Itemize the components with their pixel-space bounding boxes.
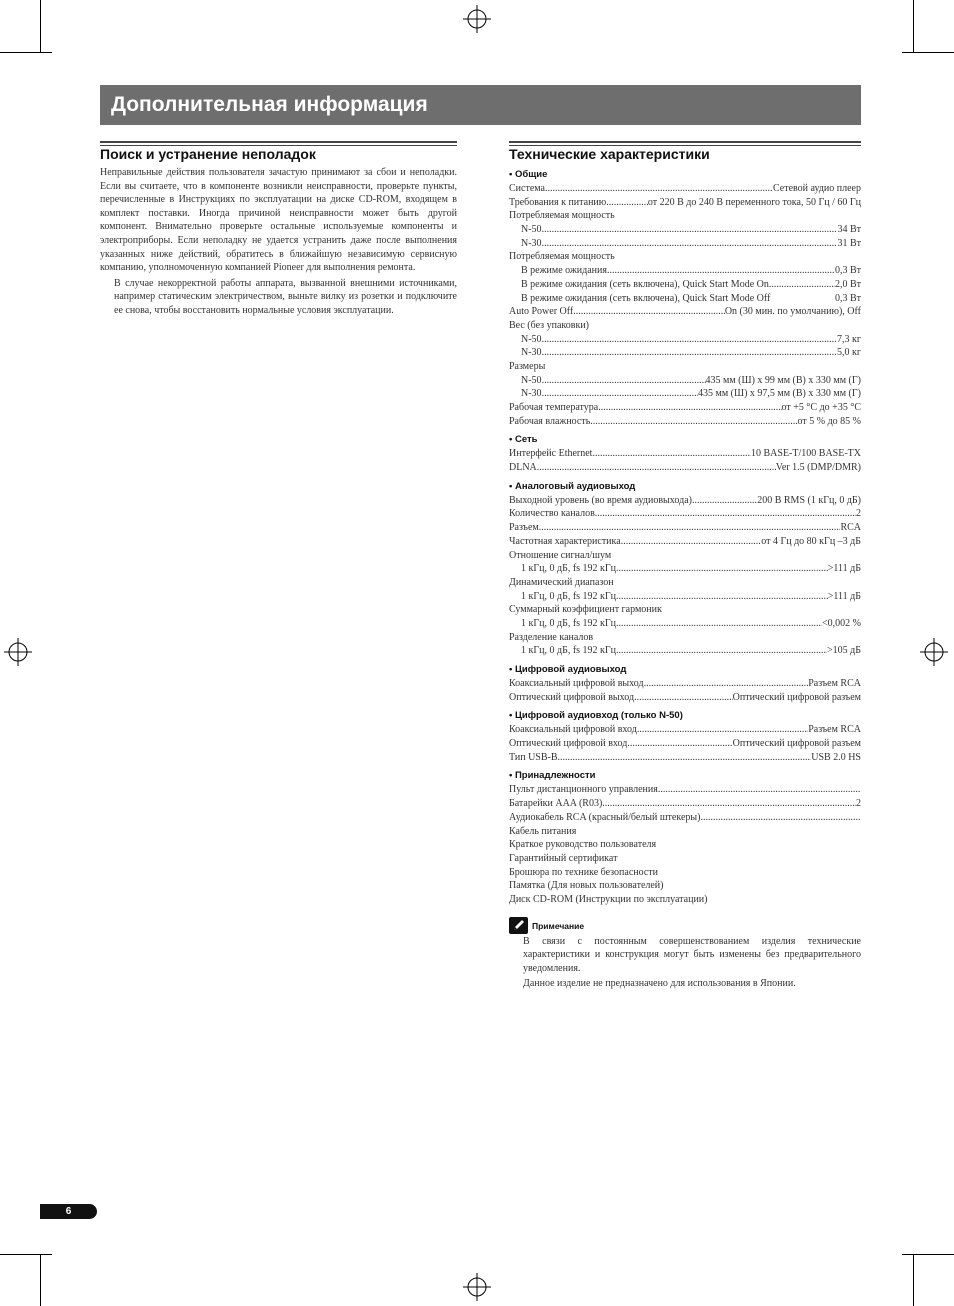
spec-value: от +5 °C до +35 °C (781, 402, 861, 413)
registration-mark-icon (920, 638, 948, 666)
spec-value: 2 (856, 798, 861, 810)
spec-label: В режиме ожидания (сеть включена), Quick Start Mode Off (521, 292, 771, 304)
spec-leader-dots (592, 447, 751, 461)
spec-row (509, 644, 861, 658)
spec-leader-dots (590, 415, 797, 429)
spec-row (509, 783, 861, 797)
spec-value: от 5 % до 85 % (797, 415, 861, 427)
spec-value: Оптический цифровой разъем (732, 738, 861, 750)
spec-label: Потребляемая мощность (509, 251, 615, 263)
spec-label: Брошюра по технике безопасности (509, 866, 659, 878)
spec-value: 435 мм (Ш) x 99 мм (В) x 330 мм (Г) (705, 374, 861, 386)
spec-section-title: • Цифровой аудиовход (только N-50) (509, 710, 683, 722)
spec-value: 435 мм (Ш) x 97,5 мм (В) x 330 мм (Г) (698, 388, 861, 400)
spec-leader-dots (617, 852, 861, 866)
spec-row (509, 237, 861, 251)
spec-row (509, 852, 861, 866)
spec-row (509, 576, 861, 590)
spec-row (509, 264, 861, 278)
spec-leader-dots (573, 305, 725, 319)
spec-section-title: • Принадлежности (509, 770, 596, 782)
spec-leader-dots (542, 237, 838, 251)
spec-row (509, 346, 861, 360)
spec-value: 200 В RMS (1 кГц, 0 дБ) (757, 494, 861, 506)
spec-leader-dots (769, 278, 835, 292)
note-label: Примечание (532, 920, 585, 931)
spec-value: 5,0 кг (837, 347, 861, 359)
spec-row (509, 751, 861, 765)
spec-row (509, 209, 861, 223)
specifications-heading: Технические характеристики (509, 146, 710, 162)
spec-row (509, 401, 861, 415)
spec-label: Рабочая температура (509, 402, 599, 413)
spec-label: Разъем (509, 522, 539, 534)
spec-label: Оптический цифровой выход (509, 691, 635, 703)
spec-label: Auto Power Off (509, 306, 574, 318)
spec-row (509, 521, 861, 535)
spec-label: Отношение сигнал/шум (509, 549, 612, 561)
spec-leader-dots (589, 319, 861, 333)
note-line: В связи с постоянным совершенствованием изделия технические характеристики и конструкция могут быть изменены без предварительного уведомления. (523, 935, 861, 974)
spec-label: Рабочая влажность (509, 415, 591, 427)
spec-leader-dots (537, 461, 776, 475)
spec-leader-dots (545, 360, 861, 374)
spec-value: 0,3 Вт (834, 292, 861, 304)
spec-label: Суммарный коэффициент гармоник (509, 604, 662, 616)
spec-label: Кабель питания (509, 825, 577, 837)
spec-row (509, 250, 861, 264)
crop-mark (902, 52, 954, 53)
page-number: 6 (40, 1204, 97, 1219)
spec-label: Памятка (Для новых пользователей) (509, 880, 664, 892)
spec-label: Интерфейс Ethernet (509, 448, 593, 460)
spec-label: Потребляемая мощность (509, 210, 615, 222)
spec-row (509, 182, 861, 196)
spec-row (509, 825, 861, 839)
spec-leader-dots (658, 866, 861, 880)
crop-mark (40, 1254, 41, 1306)
spec-label: N-30 (521, 237, 542, 249)
spec-label: Гарантийный сертификат (509, 852, 618, 864)
spec-label: Выходной уровень (во время аудиовыхода) (509, 494, 692, 506)
spec-row (509, 562, 861, 576)
spec-label: Частотная характеристика (509, 535, 621, 547)
spec-value: RCA (840, 522, 861, 534)
spec-leader-dots (615, 250, 861, 264)
spec-leader-dots (598, 401, 781, 415)
spec-leader-dots (615, 209, 861, 223)
spec-leader-dots (662, 603, 861, 617)
spec-value: On (30 мин. по умолчанию), Off (724, 306, 861, 318)
spec-label: Краткое руководство пользователя (509, 839, 657, 851)
pencil-note-icon (509, 917, 528, 934)
spec-section-title: • Цифровой аудиовыход (509, 664, 627, 675)
spec-row (509, 223, 861, 237)
spec-row (509, 603, 861, 617)
spec-label: Система (509, 183, 545, 194)
spec-label: Размеры (509, 360, 546, 372)
spec-label: 1 кГц, 0 дБ, fs 192 кГц (521, 590, 617, 602)
spec-value: 31 Вт (837, 237, 861, 249)
spec-value: 7,3 кг (837, 333, 861, 345)
spec-row (509, 590, 861, 604)
spec-value: Оптический цифровой разъем (732, 691, 861, 703)
spec-label: Динамический диапазон (509, 576, 614, 588)
spec-leader-dots (542, 346, 837, 360)
spec-value: 0,3 Вт (834, 265, 861, 277)
spec-row (509, 507, 861, 521)
spec-leader-dots (692, 494, 757, 508)
spec-row (509, 691, 861, 705)
spec-value: Разъем RCA (808, 678, 861, 689)
crop-mark (913, 1254, 914, 1306)
registration-mark-icon (463, 1273, 491, 1301)
spec-leader-dots (700, 811, 861, 825)
spec-leader-dots (542, 374, 706, 388)
spec-row (509, 360, 861, 374)
spec-leader-dots (616, 617, 822, 631)
troubleshooting-paragraph: Неправильные действия пользователя зачастую принимают за сбои и неполадки. Если вы считаете, что в компоненте возникли неисправности, проверьте пункты, перечисленные в Инструкциях по эксплуатации на диске CD-ROM, входящем в комплект поставки. Иногда причиной неисправности может быть другой компонент. Внимательно проверьте остальные используемые компоненты и электроприборы. Если неполадку не удается устранить даже после выполнения указанных ниже действий, обратитесь в ближайшую независимую сервисную компанию, уполномоченную компанией Pioneer для выполнения ремонта. (100, 167, 457, 274)
spec-row (509, 415, 861, 429)
spec-label: 1 кГц, 0 дБ, fs 192 кГц (521, 617, 617, 629)
spec-value: 2,0 Вт (834, 278, 861, 290)
spec-value: >111 дБ (827, 590, 861, 602)
spec-leader-dots (607, 264, 835, 278)
spec-row (509, 631, 861, 645)
spec-label: Требования к питанию (509, 196, 607, 208)
spec-section-title: • Общие (509, 169, 548, 180)
spec-leader-dots (611, 549, 861, 563)
spec-leader-dots (616, 590, 828, 604)
spec-row (509, 797, 861, 811)
spec-leader-dots (602, 797, 856, 811)
spec-leader-dots (606, 196, 648, 210)
spec-leader-dots (576, 825, 861, 839)
spec-label: 1 кГц, 0 дБ, fs 192 кГц (521, 563, 617, 575)
spec-leader-dots (658, 783, 861, 797)
spec-value: >111 дБ (827, 563, 861, 575)
spec-row (509, 811, 861, 825)
spec-row (509, 461, 861, 475)
spec-leader-dots (656, 838, 861, 852)
spec-label: N-50 (521, 224, 542, 236)
note-header (509, 917, 861, 935)
spec-value: Ver 1.5 (DMP/DMR) (775, 462, 861, 474)
spec-row (509, 494, 861, 508)
spec-row (509, 737, 861, 751)
spec-label: Батарейки AAA (R03) (509, 798, 603, 810)
spec-row (509, 677, 861, 691)
spec-label: 1 кГц, 0 дБ, fs 192 кГц (521, 645, 617, 657)
spec-label: N-30 (521, 347, 542, 359)
note-line: Данное изделие не предназначено для использования в Японии. (523, 978, 796, 990)
spec-row (509, 333, 861, 347)
spec-value: от 4 Гц до 80 кГц –3 дБ (761, 535, 861, 547)
spec-row (509, 305, 861, 319)
spec-leader-dots (770, 292, 835, 306)
spec-leader-dots (616, 562, 828, 576)
spec-row (509, 838, 861, 852)
spec-leader-dots (627, 737, 732, 751)
spec-row (509, 387, 861, 401)
spec-leader-dots (593, 631, 861, 645)
spec-leader-dots (542, 223, 838, 237)
crop-mark (913, 0, 914, 52)
spec-value: 2 (856, 508, 861, 520)
spec-leader-dots (664, 879, 862, 893)
spec-label: Количество каналов (509, 508, 595, 520)
spec-label: Пульт дистанционного управления (509, 784, 658, 796)
spec-row (509, 866, 861, 880)
spec-value: <0,002 % (822, 617, 861, 629)
spec-row (509, 292, 861, 306)
crop-mark (40, 0, 41, 52)
spec-leader-dots (558, 751, 812, 765)
spec-label: В режиме ожидания (сеть включена), Quick Start Mode On (521, 278, 769, 290)
spec-leader-dots (616, 644, 827, 658)
spec-label: N-50 (521, 333, 542, 345)
spec-row (509, 196, 861, 210)
crop-mark (0, 1254, 52, 1255)
note-text (509, 935, 861, 991)
spec-row (509, 549, 861, 563)
spec-leader-dots (542, 333, 837, 347)
spec-row (509, 617, 861, 631)
spec-leader-dots (545, 182, 773, 196)
spec-label: Аудиокабель RCA (красный/белый штекеры) (509, 811, 701, 823)
spec-section-title: • Аналоговый аудиовыход (509, 480, 636, 492)
spec-label: Разделение каналов (509, 631, 594, 643)
spec-leader-dots (708, 893, 862, 907)
spec-leader-dots (621, 535, 762, 549)
spec-value: от 220 В до 240 В переменного тока, 50 Гц / 60 Гц (647, 196, 861, 208)
spec-leader-dots (542, 387, 698, 401)
spec-leader-dots (614, 576, 861, 590)
specifications-list (509, 168, 861, 993)
crop-mark (0, 52, 52, 53)
spec-row (509, 319, 861, 333)
spec-value: Сетевой аудио плеер (772, 183, 861, 194)
spec-label: N-30 (521, 388, 542, 400)
spec-leader-dots (539, 521, 841, 535)
spec-label: Оптический цифровой вход (509, 738, 628, 750)
spec-leader-dots (595, 507, 856, 521)
spec-row (509, 893, 861, 907)
spec-row (509, 535, 861, 549)
spec-row (509, 723, 861, 737)
spec-leader-dots (634, 691, 733, 705)
crop-mark (902, 1254, 954, 1255)
spec-value: Разъем RCA (808, 724, 861, 736)
spec-label: N-50 (521, 374, 542, 386)
spec-leader-dots (637, 723, 808, 737)
spec-row (509, 879, 861, 893)
spec-value: 34 Вт (837, 224, 861, 236)
spec-label: Диск CD-ROM (Инструкции по эксплуатации) (509, 893, 708, 905)
spec-label: Тип USB-B (509, 751, 558, 763)
spec-leader-dots (644, 677, 809, 691)
troubleshooting-text (100, 166, 457, 318)
troubleshooting-paragraph: В случае некорректной работы аппарата, вызванной внешними источниками, например статическим электричеством, выньте вилку из розетки и подключите ее снова, чтобы восстановить нормальные условия эксплуатации. (114, 277, 457, 316)
page-title-banner: Дополнительная информация (100, 85, 861, 125)
spec-label: Коаксиальный цифровой вход (509, 724, 637, 736)
spec-label: Вес (без упаковки) (509, 319, 589, 331)
spec-value: 10 BASE-T/100 BASE-TX (751, 448, 861, 460)
spec-value: >105 дБ (827, 645, 861, 657)
troubleshooting-heading: Поиск и устранение неполадок (100, 146, 316, 162)
spec-row (509, 374, 861, 388)
spec-label: Коаксиальный цифровой выход (509, 678, 644, 689)
registration-mark-icon (463, 5, 491, 33)
spec-row (509, 278, 861, 292)
spec-value: USB 2.0 HS (811, 751, 861, 763)
registration-mark-icon (4, 638, 32, 666)
spec-label: В режиме ожидания (521, 265, 607, 277)
spec-label: DLNA (509, 462, 537, 474)
spec-row (509, 447, 861, 461)
spec-section-title: • Сеть (509, 434, 538, 446)
